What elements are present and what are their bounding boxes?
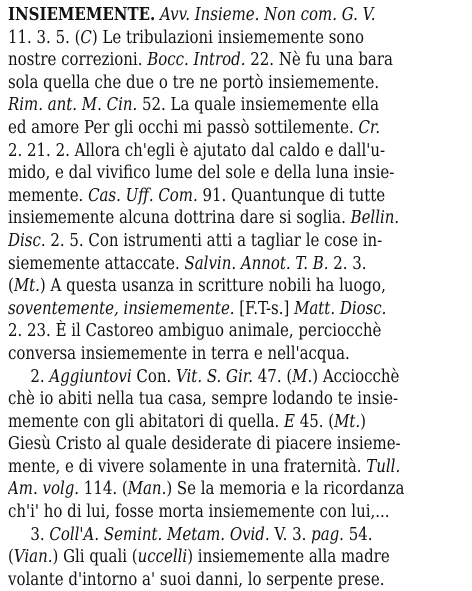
text-line bbox=[8, 501, 465, 524]
text-segment: Bocc. Introd. bbox=[147, 50, 246, 71]
text-segment: uccelli bbox=[137, 547, 188, 568]
text-segment: Salvin. Annot. T. B. bbox=[184, 253, 329, 274]
text-segment: memente con gli abitatori di quella. bbox=[8, 411, 285, 432]
text-segment: siememente attaccate. bbox=[8, 253, 185, 274]
text-line bbox=[8, 320, 465, 343]
text-segment: 45. ( bbox=[294, 411, 335, 432]
text-segment: sola quella che due o tre ne portò insiememente. bbox=[8, 72, 380, 93]
text-segment: Cr. bbox=[358, 117, 381, 138]
text-segment: 54. bbox=[343, 524, 373, 545]
text-line bbox=[8, 298, 465, 321]
text-segment: ) Acciocchè bbox=[312, 366, 400, 387]
text-line bbox=[8, 185, 465, 208]
text-segment: [F.T-s.] bbox=[234, 298, 295, 319]
text-line bbox=[8, 207, 465, 230]
text-line bbox=[8, 343, 465, 366]
text-segment: ) Gli quali ( bbox=[52, 547, 138, 568]
text-segment: 2. 21. 2. Allora ch'egli è ajutato dal caldo e dall'u- bbox=[8, 140, 386, 161]
text-segment: M. bbox=[292, 366, 313, 387]
text-segment: 2. 23. È il Castoreo ambiguo animale, perciocchè bbox=[8, 321, 382, 342]
text-line bbox=[8, 478, 465, 501]
text-segment: mido, e dal vivifico lume del sole e della luna insie- bbox=[8, 163, 395, 184]
text-segment: Avv. Insieme. Non com. G. V. bbox=[159, 5, 376, 25]
text-line bbox=[8, 140, 465, 163]
text-segment: 114. ( bbox=[79, 479, 128, 500]
text-line bbox=[8, 4, 465, 27]
text-line bbox=[8, 253, 465, 276]
text-segment: Aggiuntovi bbox=[49, 366, 132, 387]
text-segment: 2. bbox=[30, 366, 50, 387]
text-line bbox=[8, 411, 465, 434]
text-segment: ) Se la memoria e la ricordanza bbox=[166, 479, 405, 500]
text-segment: Con. bbox=[131, 366, 176, 387]
text-segment: ( bbox=[8, 547, 14, 568]
text-segment: Vian. bbox=[13, 547, 53, 568]
text-segment: memente. bbox=[8, 185, 89, 206]
text-segment: Disc. bbox=[8, 230, 46, 251]
text-segment: 91. Quantunque di tutte bbox=[197, 185, 386, 206]
text-segment: ) bbox=[360, 411, 367, 432]
text-segment: soventemente, insiememente. bbox=[8, 298, 235, 319]
text-line bbox=[8, 366, 472, 389]
text-segment: conversa insiememente in terra e nell'acqua. bbox=[8, 343, 350, 364]
text-line bbox=[8, 230, 465, 253]
text-segment: mente, e di vivere solamente in una fraternità. bbox=[8, 456, 367, 477]
text-line bbox=[8, 388, 465, 411]
text-line bbox=[8, 546, 465, 569]
text-segment: nostre correzioni. bbox=[8, 50, 148, 71]
text-line bbox=[8, 275, 465, 298]
text-segment: Man. bbox=[127, 479, 167, 500]
text-segment: 47. ( bbox=[253, 366, 293, 387]
text-segment: 2. 5. Con istrumenti atti a tagliar le cose in- bbox=[45, 230, 383, 251]
text-line bbox=[8, 117, 465, 140]
text-segment: ( bbox=[8, 276, 14, 297]
text-line bbox=[8, 162, 465, 185]
text-line bbox=[8, 72, 465, 95]
text-segment: pag. bbox=[311, 524, 344, 545]
text-segment: Vit. S. Gir. bbox=[175, 366, 254, 387]
text-segment: Cas. Uff. Com. bbox=[88, 185, 198, 206]
text-segment: 22. Nè fu una bara bbox=[245, 50, 393, 71]
text-segment: insiememente alcuna dottrina dare si soglia. bbox=[8, 208, 351, 229]
text-line bbox=[8, 27, 465, 50]
text-line bbox=[8, 94, 465, 117]
text-segment: 11. 3. 5. ( bbox=[8, 27, 81, 48]
text-segment: Mt. bbox=[334, 411, 361, 432]
text-segment: Giesù Cristo al quale desiderate di piacere insieme- bbox=[8, 434, 401, 455]
text-line bbox=[8, 569, 465, 591]
text-segment: E bbox=[284, 411, 295, 432]
text-line bbox=[8, 456, 465, 479]
text-line bbox=[8, 49, 465, 72]
text-segment: Coll'A. Semint. Metam. Ovid. bbox=[49, 524, 270, 545]
text-segment: Tull. bbox=[366, 456, 401, 477]
text-line bbox=[8, 524, 472, 547]
text-line bbox=[8, 433, 465, 456]
text-segment: ed amore Per gli occhi mi passò sottilemente. bbox=[8, 117, 359, 138]
text-segment: Bellin. bbox=[350, 208, 400, 229]
text-segment: 52. La quale insiememente ella bbox=[137, 95, 380, 116]
text-segment: C bbox=[80, 27, 92, 48]
text-segment: INSIEMEMENTE. bbox=[8, 5, 156, 25]
text-segment: Matt. Diosc. bbox=[294, 298, 387, 319]
text-segment: Am. volg. bbox=[8, 479, 80, 500]
text-segment: chè io abiti nella tua casa, sempre lodando te insie- bbox=[8, 389, 399, 410]
text-segment: V. 3. bbox=[269, 524, 312, 545]
text-segment: ) Le tribulazioni insiememente sono bbox=[91, 27, 365, 48]
text-segment: ) insiememente alla madre bbox=[187, 547, 390, 568]
text-segment: 2. 3. bbox=[328, 253, 367, 274]
text-segment: volante d'intorno a' suoi danni, lo serpente prese. bbox=[8, 569, 385, 590]
text-segment: ) A questa usanza in scritture nobili ha luogo, bbox=[39, 276, 386, 297]
text-segment: Mt. bbox=[13, 276, 40, 297]
text-segment: ch'i' ho di lui, fosse morta insiememente con lui,... bbox=[8, 502, 390, 523]
text-segment: 3. bbox=[30, 524, 50, 545]
text-segment: Rim. ant. M. Cin. bbox=[8, 95, 138, 116]
